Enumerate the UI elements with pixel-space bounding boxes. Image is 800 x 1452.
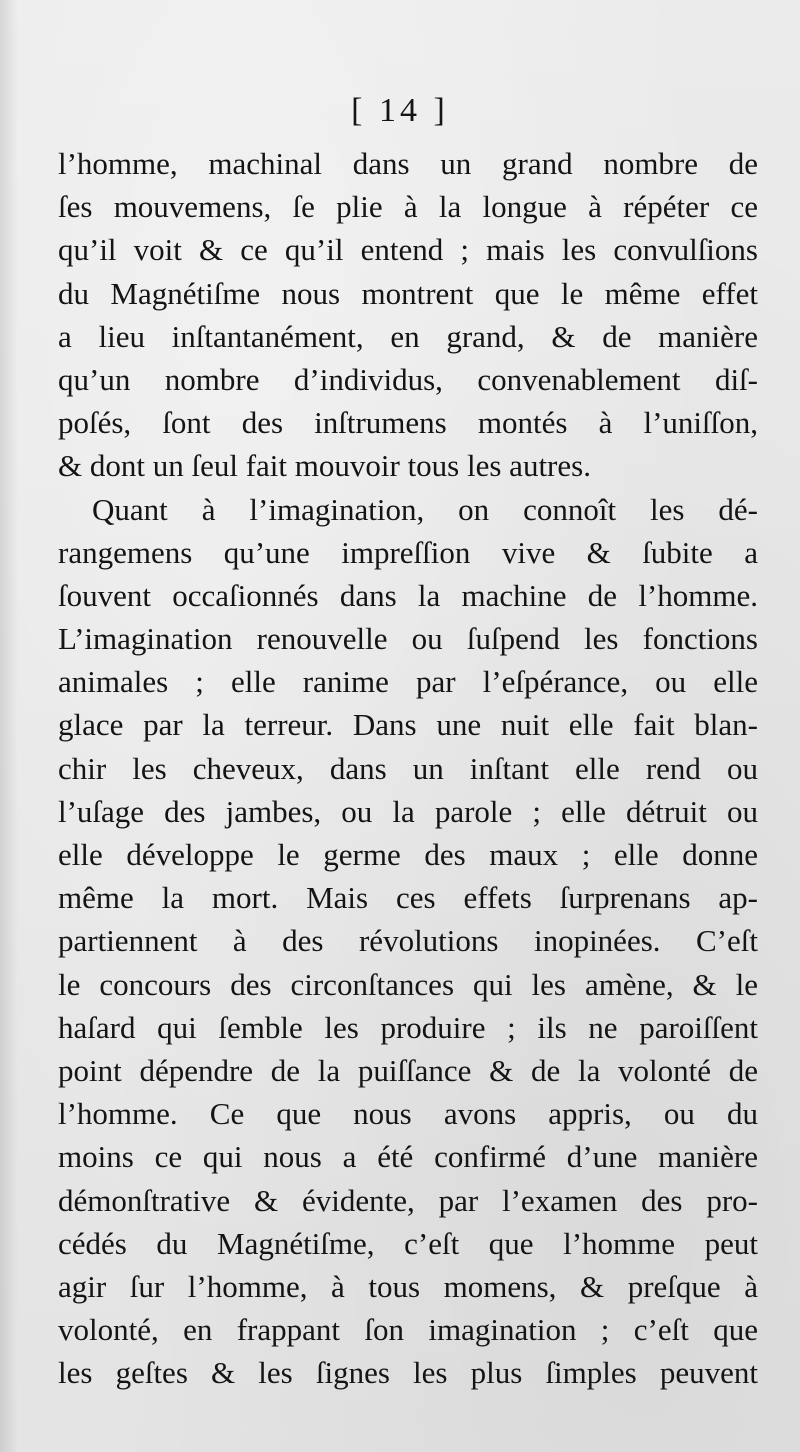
text-line: ſes mouvemens, ſe plie à la longue à répéter ce (58, 189, 758, 225)
text-line: partiennent à des révolutions inopinées. C’eſt (58, 923, 758, 959)
text-line: poſés, ſont des inſtrumens montés à l’uniſſon, (58, 405, 758, 441)
text-line: du Magnétiſme nous montrent que le même effet (58, 275, 758, 311)
text-line: moins ce qui nous a été confirmé d’une manière (58, 1139, 758, 1175)
text-line: qu’il voit & ce qu’il entend ; mais les convulſions (58, 232, 758, 268)
text-line: chir les cheveux, dans un inſtant elle rend ou (58, 750, 758, 786)
text-line: point dépendre de la puiſſance & de la volonté de (58, 1052, 758, 1088)
text-line: le concours des circonſtances qui les amène, & le (58, 966, 758, 1002)
text-line: rangemens qu’une impreſſion vive & ſubite a (58, 534, 758, 570)
paragraph-first-line: Quant à l’imagination, on connoît les dé- (92, 491, 758, 527)
text-line: l’homme. Ce que nous avons appris, ou du (58, 1096, 758, 1132)
text-line: haſard qui ſemble les produire ; ils ne paroiſſent (58, 1009, 758, 1045)
text-line: & dont un ſeul fait mouvoir tous les autres. (58, 448, 591, 484)
text-line: l’uſage des jambes, ou la parole ; elle détruit ou (58, 793, 758, 829)
body-text (58, 142, 758, 1394)
text-line: qu’un nombre d’individus, convenablement diſ- (58, 361, 758, 397)
text-line: elle développe le germe des maux ; elle donne (58, 837, 758, 872)
text-line: volonté, en frappant ſon imagination ; c’eſt que (58, 1312, 758, 1348)
text-line: ſouvent occaſionnés dans la machine de l’homme. (58, 577, 758, 613)
text-line: les geſtes & les ſignes les plus ſimples peuvent (58, 1355, 758, 1391)
text-line: l’homme, machinal dans un grand nombre de (58, 146, 758, 181)
text-line: même la mort. Mais ces effets ſurprenans ap- (58, 880, 758, 916)
text-line: animales ; elle ranime par l’eſpérance, ou elle (58, 664, 758, 700)
text-line: agir ſur l’homme, à tous momens, & preſque à (58, 1268, 758, 1304)
text-line: cédés du Magnétiſme, c’eſt que l’homme peut (58, 1225, 758, 1261)
text-line: a lieu inſtantanément, en grand, & de manière (58, 318, 758, 354)
text-line: glace par la terreur. Dans une nuit elle fait blan- (58, 707, 758, 743)
page-gutter-shadow (0, 0, 18, 1452)
page-number: [ 14 ] (351, 92, 449, 129)
text-line: démonſtrative & évidente, par l’examen des pro- (58, 1182, 758, 1218)
text-line: L’imagination renouvelle ou ſuſpend les fonctions (58, 621, 758, 657)
